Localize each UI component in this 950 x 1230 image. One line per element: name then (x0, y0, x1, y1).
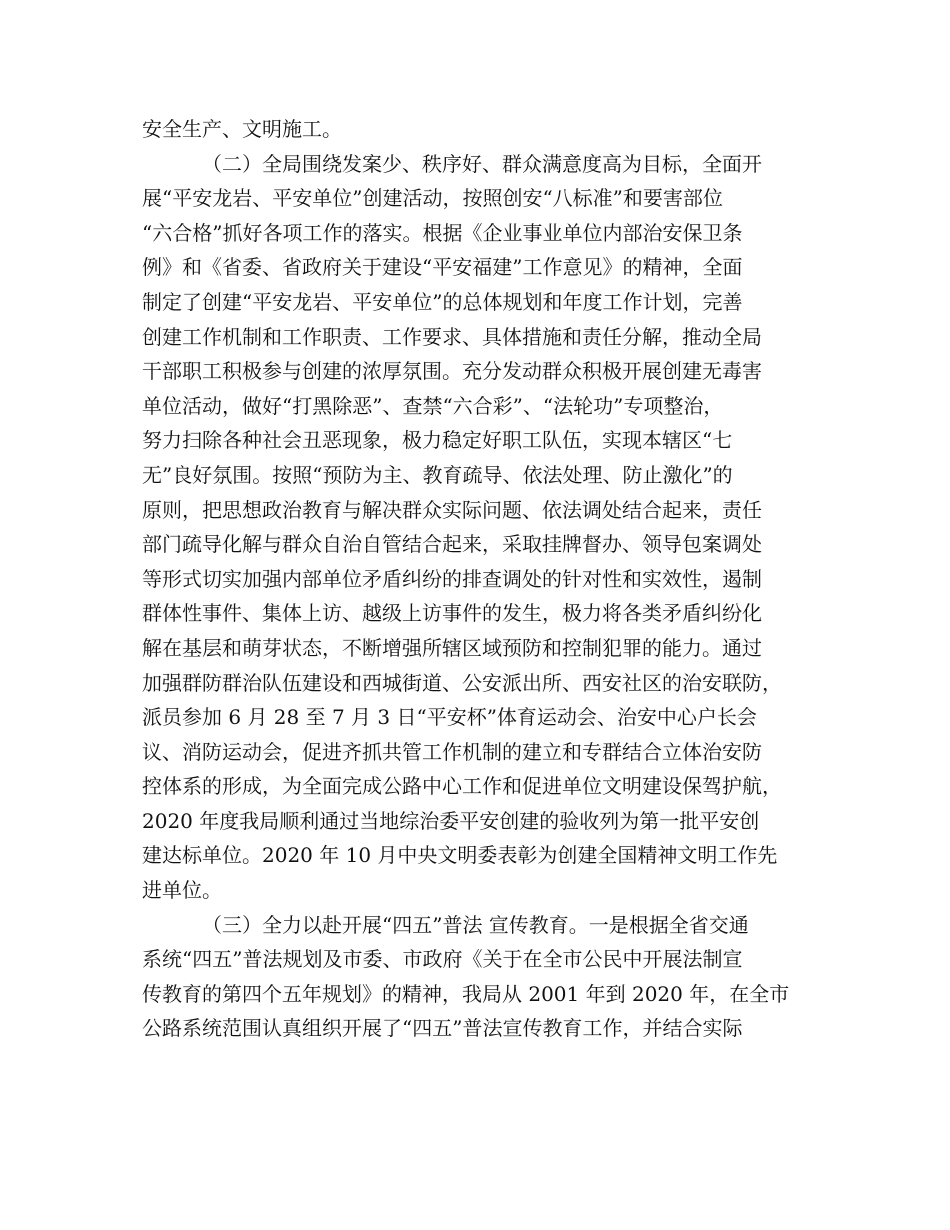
text-line: 传教育的第四个五年规划》的精神，我局从 2001 年到 2020 年，在全市 (142, 981, 790, 1006)
text-line: 努力扫除各种社会丑恶现象，极力稳定好职工队伍，实现本辖区“七 (142, 428, 733, 453)
text-line: 无”良好氛围。按照“预防为主、教育疏导、依法处理、防止激化”的 (142, 462, 733, 487)
body-text (142, 112, 832, 1046)
text-line: 展“平安龙岩、平安单位”创建活动，按照创安“八标准”和要害部位 (142, 186, 723, 211)
text-line: 等形式切实加强内部单位矛盾纠纷的排查调处的针对性和实效性，遏制 (142, 566, 762, 591)
text-line: 派员参加 6 月 28 至 7 月 3 日“平安杯”体育运动会、治安中心户长会 (142, 705, 757, 730)
text-line: 2020 年度我局顺利通过当地综治委平安创建的验收列为第一批平安创 (142, 808, 760, 833)
text-line: 例》和《省委、省政府关于建设“平安福建”工作意见》的精神，全面 (142, 255, 743, 280)
text-line: 公路系统范围认真组织开展了“四五”普法宣传教育工作，并结合实际 (142, 1016, 743, 1041)
text-line: 原则，把思想政治教育与解决群众实际问题、依法调处结合起来，责任 (142, 497, 762, 522)
text-line: 控体系的形成，为全面完成公路中心工作和促进单位文明建设保驾护航， (142, 774, 782, 799)
text-line: 加强群防群治队伍建设和西城街道、公安派出所、西安社区的治安联防， (142, 670, 782, 695)
paragraph-heading-line: （三）全力以赴开展“四五”普法 宣传教育。一是根据全省交通 (202, 912, 749, 937)
text-line: 议、消防运动会，促进齐抓共管工作机制的建立和专群结合立体治安防 (142, 739, 762, 764)
paragraph-heading-line: （二）全局围绕发案少、秩序好、群众满意度高为目标，全面开 (202, 151, 762, 176)
text-line: 解在基层和萌芽状态，不断增强所辖区域预防和控制犯罪的能力。通过 (142, 635, 762, 660)
text-line: 进单位。 (142, 878, 222, 903)
text-line: 群体性事件、集体上访、越级上访事件的发生，极力将各类矛盾纠纷化 (142, 601, 762, 626)
text-line: 制定了创建“平安龙岩、平安单位”的总体规划和年度工作计划，完善 (142, 289, 743, 314)
text-line: 干部职工积极参与创建的浓厚氛围。充分发动群众积极开展创建无毒害 (142, 359, 762, 384)
text-line: 单位活动，做好“打黑除恶”、查禁“六合彩”、“法轮功”专项整治， (142, 393, 724, 418)
text-line: “六合格”抓好各项工作的落实。根据《企业事业单位内部治安保卫条 (142, 220, 743, 245)
text-line: 创建工作机制和工作职责、工作要求、具体措施和责任分解，推动全局 (142, 324, 762, 349)
text-line: 安全生产、文明施工。 (142, 117, 342, 141)
text-line: 系统“四五”普法规划及市委、市政府《关于在全市公民中开展法制宣 (142, 947, 743, 972)
text-line: 部门疏导化解与群众自治自管结合起来，采取挂牌督办、领导包案调处 (142, 532, 762, 557)
text-line: 建达标单位。2020 年 10 月中央文明委表彰为创建全国精神文明工作先 (142, 843, 778, 868)
